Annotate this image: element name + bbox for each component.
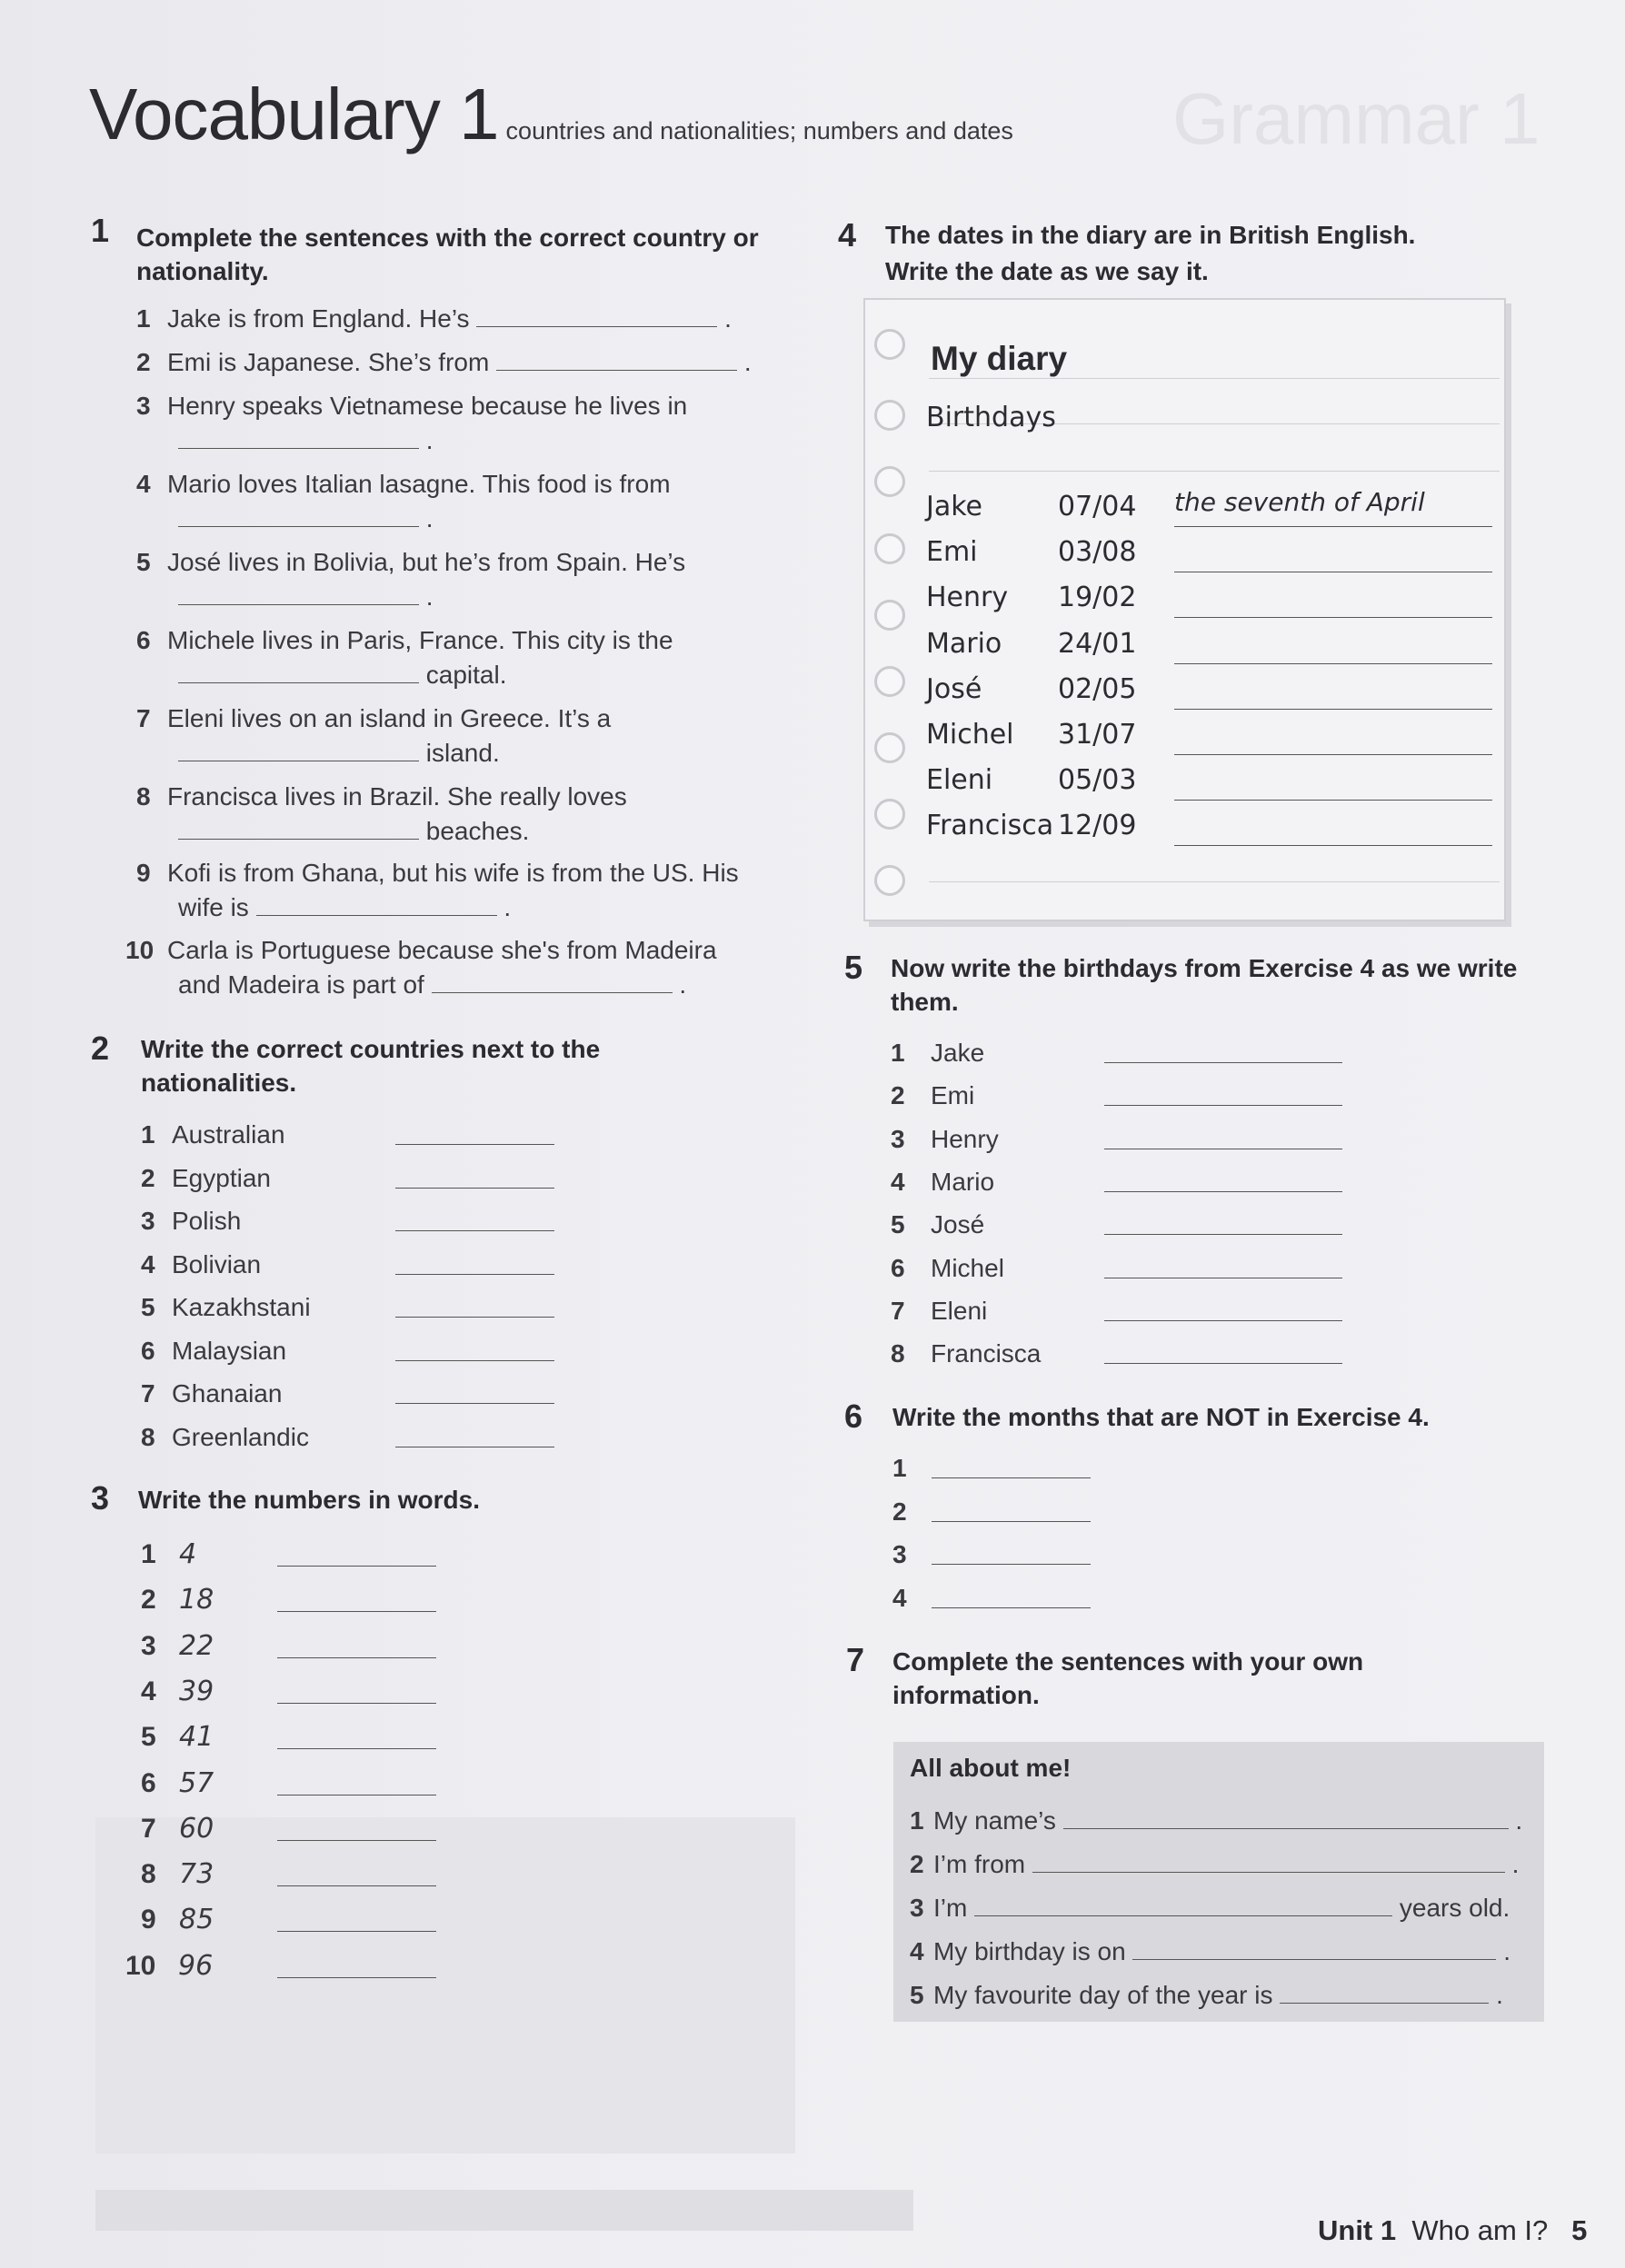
ex5-item [891, 1294, 987, 1328]
answer-blank[interactable] [395, 1446, 554, 1447]
item-number: 3 [910, 1894, 924, 1922]
sentence-start: My birthday is on [933, 1937, 1126, 1965]
ex1-item-cont: . [178, 502, 434, 536]
ruled-line [929, 881, 1500, 882]
answer-blank[interactable] [178, 525, 419, 527]
ruled-line [929, 471, 1500, 472]
about-me-item [910, 1891, 1510, 1925]
diary-name: Mario [926, 627, 1002, 660]
sentence-start: I’m from [933, 1850, 1026, 1878]
ex2-item [141, 1334, 286, 1368]
answer-blank[interactable] [932, 1606, 1091, 1608]
diary-date: 05/03 [1058, 764, 1137, 797]
ex6-item [892, 1537, 923, 1572]
number-value: 60 [179, 1812, 214, 1845]
diary-answer-line[interactable] [1174, 708, 1492, 710]
diary-name: Francisca [926, 810, 1054, 842]
ex7-instruction: Complete the sentences with your own information. [892, 1647, 1364, 1709]
sentence-start: I’m [933, 1894, 968, 1922]
item-number: 2 [891, 1081, 905, 1110]
ex6-number: 6 [844, 1398, 863, 1435]
ex3-item [141, 1720, 214, 1755]
ex2-item [141, 1377, 282, 1411]
about-me-item [910, 1804, 1522, 1838]
answer-blank[interactable] [395, 1143, 554, 1145]
item-number: 4 [891, 1167, 905, 1196]
ex5-instruction: Now write the birthdays from Exercise 4 as we write them. [891, 954, 1518, 1016]
sentence-end: years old. [1399, 1894, 1510, 1922]
ex1-item: 2 Emi is Japanese. She’s from . [136, 348, 752, 376]
diary-card [863, 298, 1506, 921]
answer-blank[interactable] [277, 1702, 436, 1704]
ex3-item [141, 1766, 214, 1801]
answer-blank[interactable] [1104, 1277, 1342, 1278]
item-number: 5 [891, 1210, 905, 1239]
ex2-item [141, 1161, 271, 1196]
nationality: Bolivian [172, 1249, 262, 1278]
answer-blank[interactable] [476, 325, 717, 327]
answer-blank[interactable] [277, 1976, 436, 1978]
sentence-end: . [1515, 1806, 1523, 1835]
person-name: Eleni [931, 1296, 988, 1325]
person-name: Michel [931, 1253, 1004, 1282]
ex3-item [141, 1675, 214, 1709]
answer-blank[interactable] [1104, 1233, 1342, 1235]
page-number: 5 [1571, 2214, 1588, 2246]
person-name: Henry [931, 1124, 999, 1153]
answer-blank[interactable] [1032, 1871, 1505, 1873]
ex3-item [141, 1903, 214, 1937]
answer-blank[interactable] [932, 1477, 1091, 1478]
about-me-item [910, 1978, 1503, 2013]
ex4-instruction-1: The dates in the diary are in British English. [885, 221, 1416, 249]
item-number: 4 [141, 1676, 156, 1706]
ring-hole [874, 533, 905, 564]
diary-answer-line[interactable] [1174, 799, 1492, 801]
title: Vocabulary 1 [89, 74, 499, 154]
footer-unit: Unit 1 [1318, 2214, 1397, 2246]
ex4-number: 4 [838, 216, 857, 254]
item-number: 2 [910, 1850, 924, 1878]
ex2-item [141, 1420, 309, 1455]
answer-blank[interactable] [277, 1794, 436, 1796]
ex1-item: 7 Eleni lives on an island in Greece. It’s a [136, 704, 612, 732]
answer-blank[interactable] [932, 1520, 1091, 1522]
answer-blank[interactable] [395, 1229, 554, 1231]
about-me-title: All about me! [910, 1754, 1072, 1782]
ring-hole [874, 466, 905, 497]
answer-blank[interactable] [178, 603, 419, 605]
ex3-item [141, 1583, 214, 1617]
diary-date: 02/05 [1058, 672, 1137, 705]
number-value: 96 [178, 1949, 214, 1982]
number-value: 39 [179, 1675, 214, 1707]
item-number: 7 [891, 1296, 905, 1325]
item-number: 6 [141, 1767, 156, 1798]
item-number: 1 [141, 1120, 155, 1149]
number-value: 22 [179, 1629, 214, 1662]
footer-topic: Who am I? [1411, 2214, 1549, 2246]
item-number: 2 [141, 1163, 155, 1192]
person-name: José [931, 1210, 985, 1239]
ex2-item [141, 1204, 241, 1238]
sentence-end: . [1496, 1981, 1503, 2009]
ex2-item [141, 1118, 285, 1152]
ex1-item: 9 Kofi is from Ghana, but his wife is from the US. His [136, 859, 739, 887]
ex6-instruction: Write the months that are NOT in Exercise 4. [892, 1403, 1430, 1431]
nationality: Malaysian [172, 1336, 287, 1365]
answer-blank[interactable] [256, 914, 497, 916]
ex1-instruction: Complete the sentences with the correct country or nationality. [136, 224, 759, 285]
diary-name: Emi [926, 536, 978, 569]
ring-hole [874, 600, 905, 631]
ex3-item [141, 1537, 196, 1572]
item-number: 4 [892, 1583, 907, 1612]
ex1-item-cont: wife is . [178, 893, 512, 921]
about-me-box [893, 1742, 1544, 2022]
ex2-instruction: Write the correct countries next to the nationalities. [141, 1035, 601, 1097]
answer-blank[interactable] [1104, 1148, 1342, 1149]
ex3-item [141, 1812, 214, 1846]
number-value: 85 [179, 1904, 214, 1936]
ex1-item-cont: capital. [178, 658, 507, 692]
ex3-item [125, 1949, 213, 1984]
sentence-end: . [1511, 1850, 1520, 1878]
answer-blank[interactable] [395, 1187, 554, 1189]
answer-blank[interactable] [496, 369, 737, 371]
item-number: 5 [141, 1293, 155, 1321]
ex6-item [892, 1581, 923, 1616]
diary-date: 31/07 [1058, 719, 1137, 751]
ex1-item: 4 Mario loves Italian lasagne. This food is from [136, 470, 671, 498]
number-value: 4 [179, 1538, 197, 1570]
answer-blank[interactable] [1104, 1104, 1342, 1106]
ruled-line [929, 378, 1500, 379]
number-value: 57 [179, 1766, 214, 1799]
item-number: 7 [141, 1813, 156, 1844]
item-number: 3 [141, 1630, 156, 1661]
about-me-item [910, 1847, 1519, 1882]
nationality: Egyptian [172, 1163, 271, 1192]
number-value: 18 [179, 1584, 214, 1616]
ex2-item [141, 1248, 261, 1282]
nationality: Polish [172, 1207, 242, 1235]
diary-answer-line[interactable] [1174, 844, 1492, 846]
ex5-item [891, 1165, 994, 1199]
item-number: 9 [141, 1905, 156, 1935]
ring-hole [874, 329, 905, 360]
ex1-item: 6 Michele lives in Paris, France. This city is the [136, 626, 673, 654]
number-value: 41 [179, 1721, 214, 1754]
answer-blank[interactable] [1104, 1190, 1342, 1192]
item-number: 8 [141, 1859, 156, 1890]
item-number: 10 [125, 1950, 156, 1981]
ring-hole [874, 865, 905, 896]
ex1-item-cont: . [178, 580, 434, 614]
diary-name: Eleni [926, 764, 993, 797]
ex5-item [891, 1208, 984, 1242]
item-number: 8 [141, 1422, 155, 1451]
number-value: 73 [179, 1858, 214, 1891]
diary-name: Henry [926, 582, 1009, 614]
ex5-item [891, 1337, 1041, 1371]
person-name: Mario [931, 1167, 995, 1196]
ex6-item [892, 1495, 923, 1529]
nationality: Greenlandic [172, 1422, 309, 1451]
item-number: 2 [141, 1585, 156, 1616]
item-number: 2 [892, 1497, 907, 1526]
ex3-item [141, 1629, 214, 1664]
item-number: 4 [141, 1249, 155, 1278]
ring-hole [874, 732, 905, 763]
diary-answer-line[interactable] [1174, 571, 1492, 572]
item-number: 1 [141, 1539, 156, 1569]
ex5-item [891, 1122, 999, 1157]
diary-name: José [926, 672, 982, 705]
ex3-item [141, 1857, 214, 1892]
answer-blank[interactable] [277, 1839, 436, 1841]
answer-blank[interactable] [277, 1610, 436, 1612]
ghost-title: Grammar 1 [1172, 78, 1540, 159]
ex1-number: 1 [91, 212, 110, 249]
answer-blank[interactable] [1104, 1061, 1342, 1063]
answer-blank[interactable] [178, 447, 419, 449]
answer-blank[interactable] [395, 1359, 554, 1361]
item-number: 1 [892, 1454, 907, 1482]
item-number: 6 [891, 1253, 905, 1282]
ex1-item-cont: . [178, 423, 434, 458]
answer-blank[interactable] [1132, 1958, 1496, 1960]
answer-blank[interactable] [1280, 2002, 1489, 2004]
answer-blank[interactable] [974, 1915, 1392, 1916]
item-number: 3 [892, 1540, 907, 1568]
item-number: 3 [141, 1207, 155, 1235]
subtitle: countries and nationalities; numbers and dates [505, 117, 1013, 144]
answer-blank[interactable] [178, 681, 419, 683]
nationality: Kazakhstani [172, 1293, 311, 1321]
ex4-instruction-2: Write the date as we say it. [885, 257, 1209, 285]
diary-subtitle: Birthdays [926, 402, 1056, 433]
diary-name: Michel [926, 719, 1014, 751]
ex1-item: 8 Francisca lives in Brazil. She really loves [136, 782, 627, 811]
ex6-item [892, 1451, 923, 1486]
person-name: Francisca [931, 1339, 1042, 1368]
item-number: 1 [891, 1039, 905, 1067]
person-name: Emi [931, 1081, 975, 1110]
answer-blank[interactable] [277, 1747, 436, 1749]
item-number: 7 [141, 1379, 155, 1408]
diary-date: 19/02 [1058, 582, 1137, 614]
ex5-number: 5 [844, 949, 863, 986]
diary-date: 24/01 [1058, 627, 1137, 660]
item-number: 4 [910, 1937, 924, 1965]
person-name: Jake [931, 1039, 985, 1067]
sentence-start: My name’s [933, 1806, 1056, 1835]
answer-blank[interactable] [1104, 1362, 1342, 1364]
ex7-number: 7 [846, 1641, 865, 1678]
diary-answer-line[interactable] [1174, 616, 1492, 618]
diary-answer: the seventh of April [1174, 487, 1425, 517]
ex1-item-cont: island. [178, 736, 500, 771]
item-number: 5 [910, 1981, 924, 2009]
ex2-number: 2 [91, 1030, 110, 1067]
ex3-instruction: Write the numbers in words. [138, 1486, 480, 1514]
ex2-item [141, 1290, 311, 1325]
answer-blank[interactable] [277, 1885, 436, 1886]
diary-answer-line[interactable] [1174, 753, 1492, 755]
nationality: Ghanaian [172, 1379, 283, 1408]
ex1-item-cont: and Madeira is part of . [178, 970, 687, 999]
ex5-item [891, 1079, 974, 1113]
ex5-item [891, 1036, 984, 1070]
ex1-item-cont: beaches. [178, 814, 529, 849]
ring-hole [874, 400, 905, 431]
diary-title: My diary [931, 340, 1068, 377]
ex5-item [891, 1251, 1004, 1286]
answer-blank[interactable] [1063, 1827, 1509, 1829]
item-number: 1 [910, 1806, 924, 1835]
ex3-number: 3 [91, 1479, 110, 1517]
diary-date: 12/09 [1058, 810, 1137, 842]
item-number: 6 [141, 1336, 155, 1365]
nationality: Australian [172, 1120, 285, 1149]
answer-blank[interactable] [395, 1273, 554, 1275]
answer-blank[interactable] [395, 1316, 554, 1318]
page-footer [1318, 2214, 1587, 2247]
answer-blank[interactable] [395, 1402, 554, 1404]
answer-blank[interactable] [178, 838, 419, 840]
ex1-item: 3 Henry speaks Vietnamese because he lives in [136, 392, 688, 420]
ring-hole [874, 799, 905, 830]
about-me-item [910, 1935, 1510, 1969]
answer-blank[interactable] [932, 1563, 1091, 1565]
sentence-start: My favourite day of the year is [933, 1981, 1273, 2009]
answer-blank[interactable] [277, 1930, 436, 1932]
item-number: 5 [141, 1722, 156, 1753]
sentence-end: . [1503, 1937, 1510, 1965]
ex1-item: 1 Jake is from England. He’s . [136, 304, 732, 333]
diary-answer-line[interactable] [1174, 525, 1492, 527]
page-title [89, 73, 1013, 156]
ex1-item: 10 Carla is Portuguese because she's from Madeira [125, 936, 717, 964]
ring-hole [874, 666, 905, 697]
diary-name: Jake [926, 491, 982, 522]
answer-blank[interactable] [277, 1656, 436, 1658]
decorative-strip [95, 2190, 913, 2231]
ex1-item: 5 José lives in Bolivia, but he’s from Spain. He’s [136, 548, 686, 576]
answer-blank[interactable] [432, 991, 673, 993]
answer-blank[interactable] [277, 1565, 436, 1567]
answer-blank[interactable] [1104, 1319, 1342, 1321]
diary-answer-line[interactable] [1174, 662, 1492, 664]
item-number: 3 [891, 1124, 905, 1153]
answer-blank[interactable] [178, 760, 419, 761]
diary-date: 03/08 [1058, 536, 1137, 569]
item-number: 8 [891, 1339, 905, 1368]
diary-date: 07/04 [1058, 491, 1137, 522]
